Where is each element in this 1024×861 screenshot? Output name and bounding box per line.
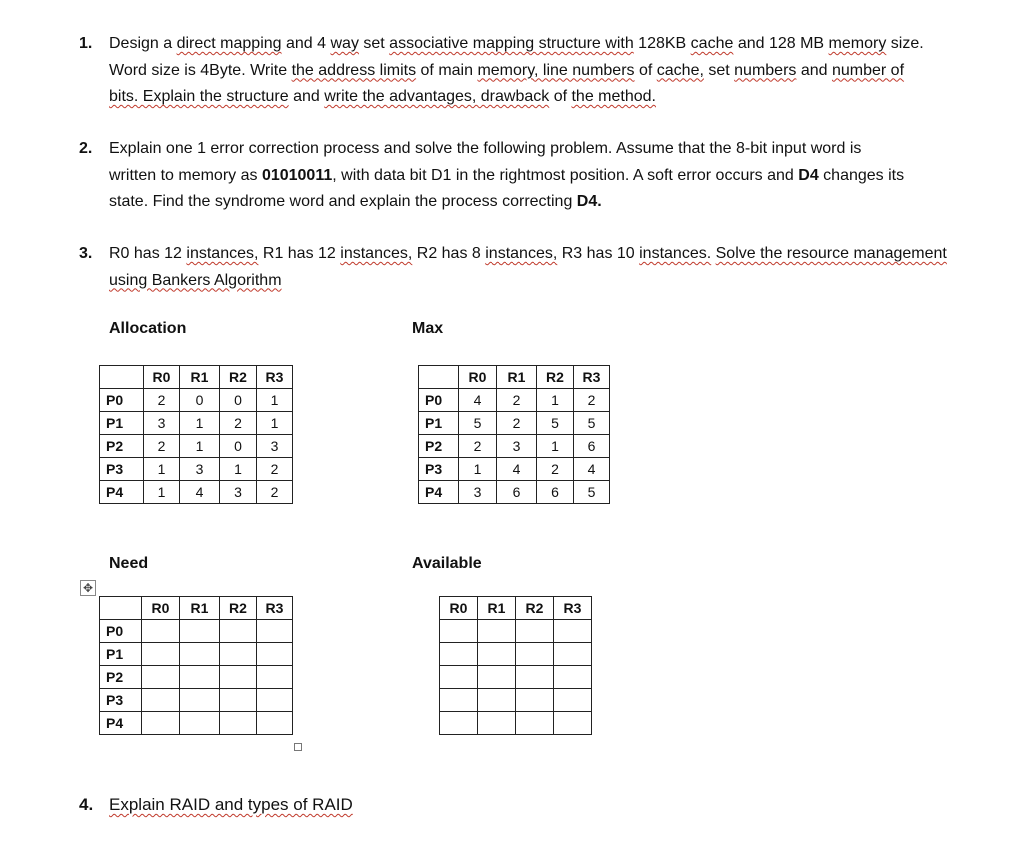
table-cell: 2 [144, 435, 180, 458]
table-row [440, 712, 592, 735]
table-cell: P4 [100, 481, 144, 504]
table-cell: 4 [459, 389, 497, 412]
table-header-row [100, 366, 293, 389]
table-cell: 3 [144, 412, 180, 435]
table-cell[interactable] [257, 643, 293, 666]
question-number: 4. [79, 795, 94, 814]
table-cell: 2 [257, 458, 293, 481]
table-cell: R2 [537, 366, 574, 389]
table-cell: 2 [144, 389, 180, 412]
table-cell: 5 [574, 481, 610, 504]
table-cell: R0 [144, 366, 180, 389]
table-cell[interactable] [440, 712, 478, 735]
table-cell: P3 [100, 458, 144, 481]
table-row [440, 620, 592, 643]
table-cell: 3 [459, 481, 497, 504]
table-row [419, 412, 610, 435]
table-row [419, 458, 610, 481]
table-cell: 3 [497, 435, 537, 458]
table-cell[interactable] [440, 643, 478, 666]
table-header-row [100, 597, 293, 620]
table-row [419, 481, 610, 504]
table-row [100, 689, 293, 712]
table-cell: P2 [100, 666, 142, 689]
table-cell: 2 [459, 435, 497, 458]
table-cell: P0 [100, 620, 142, 643]
table-cell[interactable] [554, 620, 592, 643]
table-cell[interactable] [142, 689, 180, 712]
table-cell: 1 [537, 389, 574, 412]
table-row [100, 458, 293, 481]
table-cell: R2 [220, 366, 257, 389]
table-cell: 1 [144, 458, 180, 481]
table-cell: R1 [478, 597, 516, 620]
table-row [100, 666, 293, 689]
table-cell: R2 [220, 597, 257, 620]
question-text: Design a direct mapping and 4 way set associative mapping structure with 128KB cache and 128 MB memory size. Word size is 4Byte. Write the address limits of main memory, line numbers of cache, set numbers and number of bits. Explain the structure and write the advantages, drawback of the method. [109, 35, 924, 105]
table-resize-handle[interactable] [294, 743, 302, 751]
table-cell: 5 [574, 412, 610, 435]
table-row [440, 666, 592, 689]
table-cell: 0 [220, 435, 257, 458]
table-cell[interactable] [220, 712, 257, 735]
table-cell: R1 [180, 366, 220, 389]
table-cell: R0 [142, 597, 180, 620]
table-cell[interactable] [478, 643, 516, 666]
table-cell: 4 [497, 458, 537, 481]
table-row [440, 689, 592, 712]
table-cell[interactable] [257, 712, 293, 735]
table-cell[interactable] [554, 712, 592, 735]
table-cell[interactable] [440, 620, 478, 643]
question-number: 3. [79, 245, 93, 262]
table-cell[interactable] [478, 620, 516, 643]
table-cell: 2 [220, 412, 257, 435]
table-header-row [419, 366, 610, 389]
max-table [418, 365, 610, 504]
table-cell: 3 [257, 435, 293, 458]
table-cell[interactable] [440, 666, 478, 689]
table-cell: 1 [144, 481, 180, 504]
table-cell: 1 [459, 458, 497, 481]
table-cell: 5 [537, 412, 574, 435]
table-cell[interactable] [180, 666, 220, 689]
table-cell: 6 [497, 481, 537, 504]
table-cell[interactable] [554, 643, 592, 666]
table-cell: 1 [220, 458, 257, 481]
table-cell: P1 [100, 412, 144, 435]
table-cell[interactable] [142, 643, 180, 666]
table-cell: R0 [440, 597, 478, 620]
table-cell [100, 366, 144, 389]
table-cell[interactable] [257, 689, 293, 712]
need-table [99, 596, 293, 735]
table-cell: P0 [419, 389, 459, 412]
table-cell: 4 [574, 458, 610, 481]
table-cell [419, 366, 459, 389]
table-row [100, 389, 293, 412]
move-handle-icon[interactable]: ✥ [80, 580, 96, 596]
table-cell[interactable] [180, 689, 220, 712]
table-cell: P1 [100, 643, 142, 666]
table-cell[interactable] [220, 643, 257, 666]
table-cell[interactable] [516, 620, 554, 643]
table-cell[interactable] [478, 666, 516, 689]
table-cell: R3 [257, 366, 293, 389]
table-cell[interactable] [516, 712, 554, 735]
question-text: Explain RAID and types of RAID [109, 795, 353, 814]
table-cell: P2 [419, 435, 459, 458]
max-label: Max [412, 320, 444, 337]
table-cell: R0 [459, 366, 497, 389]
table-row [419, 435, 610, 458]
table-row [440, 643, 592, 666]
table-cell: 1 [257, 389, 293, 412]
need-label: Need [109, 555, 149, 572]
table-cell: R1 [180, 597, 220, 620]
question-number: 2. [79, 140, 93, 157]
table-cell: 1 [180, 412, 220, 435]
table-cell: 6 [537, 481, 574, 504]
table-row [100, 481, 293, 504]
table-cell[interactable] [142, 620, 180, 643]
available-label: Available [412, 555, 482, 572]
table-cell: 0 [180, 389, 220, 412]
table-cell: 2 [497, 412, 537, 435]
table-cell: P2 [100, 435, 144, 458]
table-row [100, 435, 293, 458]
table-cell[interactable] [478, 689, 516, 712]
table-cell: P0 [100, 389, 144, 412]
table-cell: 0 [220, 389, 257, 412]
table-cell[interactable] [220, 689, 257, 712]
table-cell[interactable] [440, 689, 478, 712]
table-row [100, 412, 293, 435]
table-cell [100, 597, 142, 620]
table-row [100, 643, 293, 666]
table-cell: 6 [574, 435, 610, 458]
table-cell[interactable] [142, 666, 180, 689]
table-cell: R3 [554, 597, 592, 620]
table-cell: P4 [100, 712, 142, 735]
table-cell[interactable] [220, 666, 257, 689]
table-cell: 3 [220, 481, 257, 504]
table-cell: R3 [257, 597, 293, 620]
table-cell[interactable] [516, 689, 554, 712]
question-text: Explain one 1 error correction process and solve the following problem. Assume that the 8-bit input word is written to memory as 01010011, with data bit D1 in the rightmost position. A soft error occurs and D4 changes its state. Find the syndrome word and explain the process correcting D4. [109, 140, 905, 210]
table-cell[interactable] [478, 712, 516, 735]
table-header-row [440, 597, 592, 620]
question-number: 1. [79, 35, 93, 52]
table-cell: P3 [419, 458, 459, 481]
table-cell: P1 [419, 412, 459, 435]
table-cell[interactable] [554, 689, 592, 712]
table-cell[interactable] [554, 666, 592, 689]
table-cell: 2 [574, 389, 610, 412]
allocation-table [99, 365, 293, 504]
available-table [439, 596, 592, 735]
question-text: R0 has 12 instances, R1 has 12 instances, R2 has 8 instances, R3 has 10 instances. Solve the resource management using Bankers Algorithm [109, 245, 947, 289]
table-cell: R2 [516, 597, 554, 620]
table-cell[interactable] [180, 712, 220, 735]
table-cell[interactable] [142, 712, 180, 735]
table-cell: 1 [180, 435, 220, 458]
table-row [419, 389, 610, 412]
table-cell: P4 [419, 481, 459, 504]
table-cell[interactable] [220, 620, 257, 643]
table-cell: P3 [100, 689, 142, 712]
table-cell[interactable] [180, 643, 220, 666]
table-cell[interactable] [516, 666, 554, 689]
table-cell: 1 [257, 412, 293, 435]
allocation-label: Allocation [109, 320, 187, 337]
table-row [100, 620, 293, 643]
table-cell: 2 [257, 481, 293, 504]
table-cell[interactable] [257, 666, 293, 689]
table-cell: 4 [180, 481, 220, 504]
table-cell: 3 [180, 458, 220, 481]
table-cell: 2 [537, 458, 574, 481]
table-cell: 1 [537, 435, 574, 458]
table-cell[interactable] [180, 620, 220, 643]
table-cell: 5 [459, 412, 497, 435]
table-cell: 2 [497, 389, 537, 412]
table-cell: R1 [497, 366, 537, 389]
table-cell[interactable] [257, 620, 293, 643]
table-row [100, 712, 293, 735]
table-cell[interactable] [516, 643, 554, 666]
table-cell: R3 [574, 366, 610, 389]
